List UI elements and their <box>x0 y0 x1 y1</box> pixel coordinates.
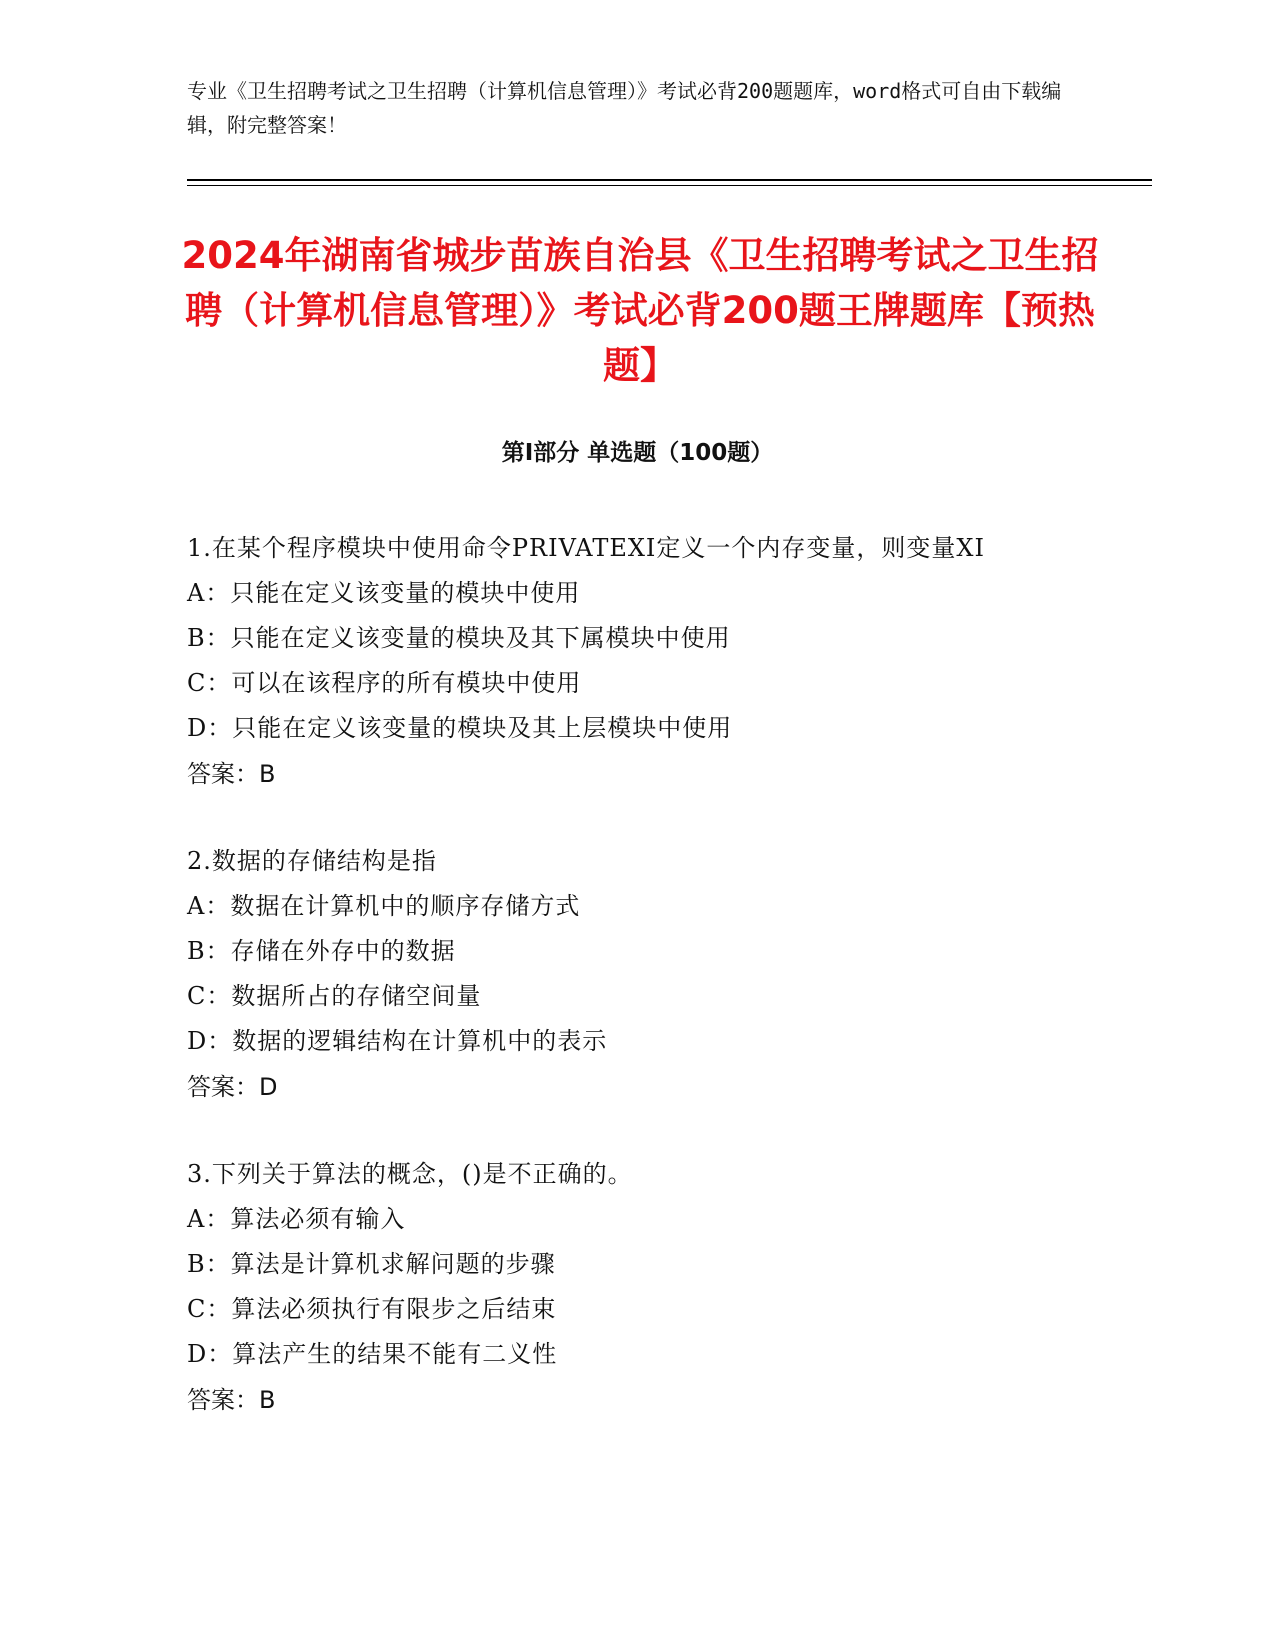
document-title: 2024年湖南省城步苗族自治县《卫生招聘考试之卫生招聘（计算机信息管理）》考试必背200题王牌题库【预热题】 <box>181 234 1099 387</box>
answer-line: 答案：B <box>187 1386 276 1414</box>
option-c: C：可以在该程序的所有模块中使用 <box>187 669 582 697</box>
question-item <box>187 839 1092 1110</box>
header-note: 专业《卫生招聘考试之卫生招聘（计算机信息管理）》考试必背200题题库，word格式可自由下载编辑，附完整答案！ <box>187 79 1062 137</box>
question-item <box>187 1152 1092 1423</box>
section-heading: 第Ⅰ部分 单选题（100题） <box>501 440 774 466</box>
option-a: A：数据在计算机中的顺序存储方式 <box>187 892 581 920</box>
option-c: C：算法必须执行有限步之后结束 <box>187 1295 557 1323</box>
question-item <box>187 526 1092 797</box>
option-b: B：只能在定义该变量的模块及其下属模块中使用 <box>187 624 731 652</box>
question-stem: 3.下列关于算法的概念，()是不正确的。 <box>187 1160 633 1188</box>
option-d: D：算法产生的结果不能有二义性 <box>187 1340 558 1368</box>
question-stem: 2.数据的存储结构是指 <box>187 847 437 875</box>
option-b: B：算法是计算机求解问题的步骤 <box>187 1250 556 1278</box>
option-b: B：存储在外存中的数据 <box>187 937 456 965</box>
option-d: D：只能在定义该变量的模块及其上层模块中使用 <box>187 714 733 742</box>
question-stem: 1.在某个程序模块中使用命令PRIVATEXI定义一个内存变量，则变量XI <box>187 534 985 562</box>
answer-line: 答案：B <box>187 760 276 788</box>
option-a: A：算法必须有输入 <box>187 1205 406 1233</box>
header-divider-thin <box>187 185 1152 186</box>
answer-line: 答案：D <box>187 1073 278 1101</box>
option-d: D：数据的逻辑结构在计算机中的表示 <box>187 1027 608 1055</box>
option-a: A：只能在定义该变量的模块中使用 <box>187 579 581 607</box>
header-divider-thick <box>187 179 1152 181</box>
option-c: C：数据所占的存储空间量 <box>187 982 482 1010</box>
question-list <box>187 526 1092 1465</box>
